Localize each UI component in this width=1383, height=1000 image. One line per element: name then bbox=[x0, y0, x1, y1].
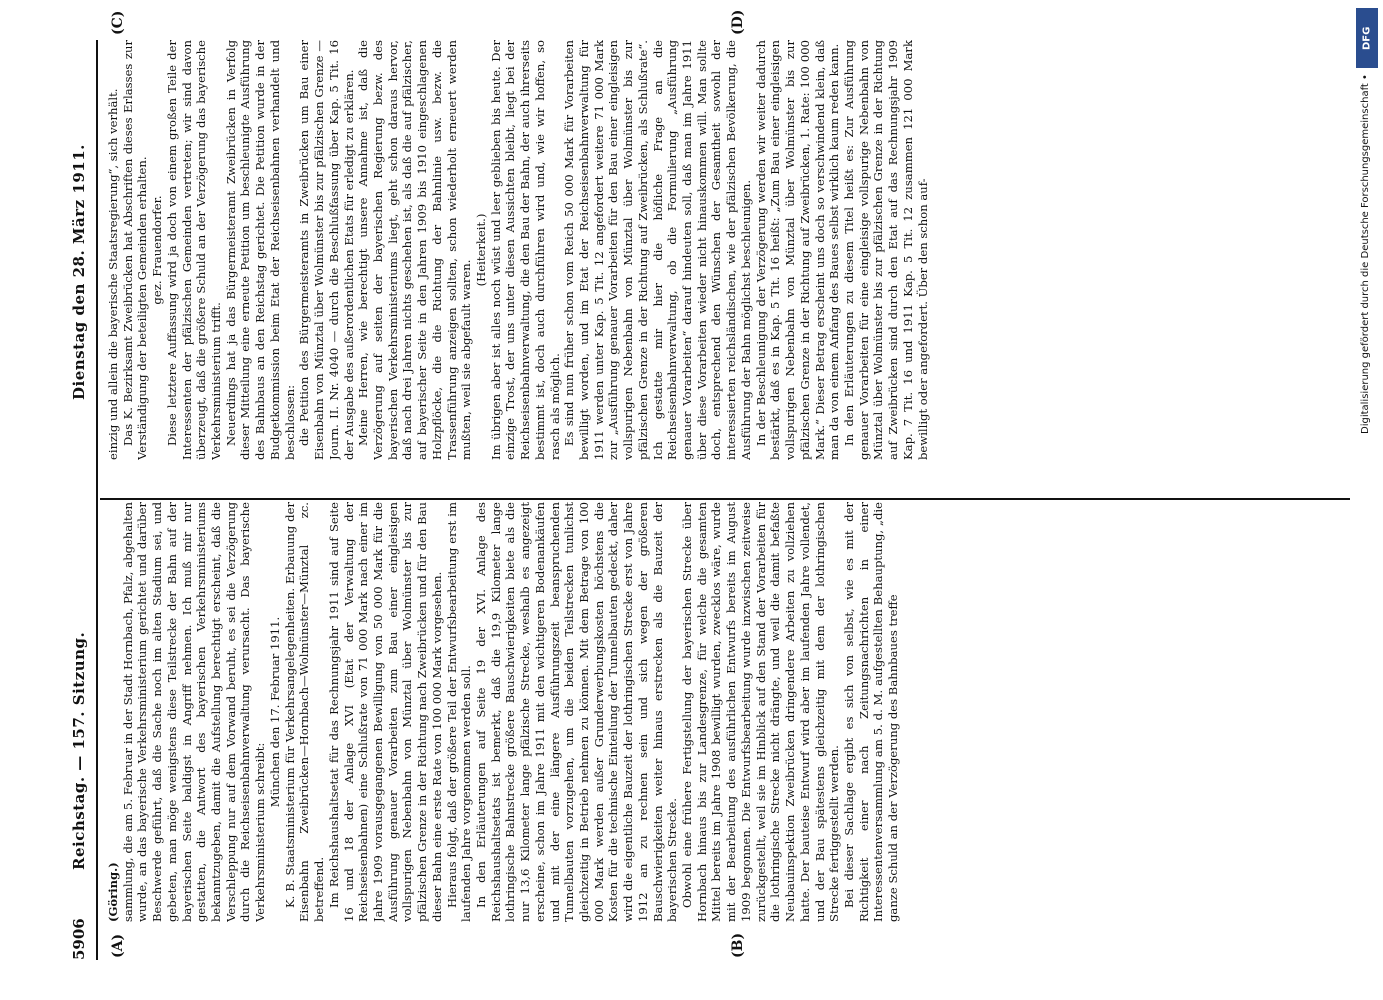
document-page bbox=[30, 0, 1383, 1000]
page-number: 5906 bbox=[70, 918, 88, 960]
paragraph: Bei dieser Sachlage ergibt es sich von selbst, wie es mit der Richtigkeit einer nach Zeitungsnachrichten in einer Interessentenversammlung am 5. d. M. aufgestellten Behauptung, „die ganze Schuld an der Verzögerung des Bahnbaues treffe bbox=[841, 502, 901, 922]
letter-subject: K. B. Staatsministerium für Verkehrsangelegenheiten. Erbauung der Eisenbahn Zweibrücken—Hornbach—Wolmünster—Münztal zc. betreffend. bbox=[282, 502, 327, 922]
margin-marker-b: (B) bbox=[730, 932, 746, 958]
paragraph: In den Erläuterungen auf Seite 19 der XVI. Anlage des Reichshaushaltsetats ist bemerkt, daß die 19,9 Kilometer lange lothringische Bahnstrecke größere Bauschwierigkeiten biete als die nur 13,6 Kilometer lange pfälzische Strecke, weshalb es angezeigt erscheine, schon im Jahre 1911 mit den wichtigeren Bodenankäufen und mit der eine längere Ausführungszeit beanspruchenden Tunnelbauten vorzugehen, um die beiden Teilstrecken tunlichst gleichzeitig in Betrieb nehmen zu können. Mit dem Betrage von 100 000 Mark werden außer Grunderwerbungskosten höchstens die Kosten für die technische Einteilung der Tunnelbauten gedeckt, daher wird die eigentliche Bauzeit der lothringischen Strecke erst von Jahre 1912 an zu rechnen sein und sich wegen der größeren Bauschwierigkeiten weiter hinaus erstrecken als die Bauzeit der bayerischen Strecke. bbox=[473, 502, 680, 922]
right-column bbox=[106, 40, 1360, 460]
paragraph: In der Beschleunigung der Verzögerung werden wir weiter dadurch bestärkt, daß es in Kap. 5 Tit. 16 heißt: „Zum Bau einer eingleisigen vollspurigen Nebenbahn von Münztal über Wolmünster bis zur pfälzischen Grenze in der Richtung auf Zweibrücken, 1. Rate: 100 000 Mark.“ Dieser Betrag erscheint uns doch so verschwindend klein, daß man da von einem Anfang des Baues selbst wirklich kaum reden kann. bbox=[753, 40, 842, 460]
paragraph: Es sind nun früher schon vom Reich 50 000 Mark für Vorarbeiten bewilligt worden, und im Etat der Reichseisenbahnverwaltung für 1911 werden unter Kap. 5 Tit. 12 angefordert weitere 71 000 Mark zur „Ausführung genauer Vorarbeiten für den Bau einer eingleisigen vollspurigen Nebenbahn von Münztal über Wolmünster bis zur pfälzischen Grenze in der Richtung auf Zweibrücken, als Schlußrate“. Ich gestatte mir hier die höfliche Frage an die Reichseisenbahnverwaltung, ob die Formulierung „Ausführung genauer Vorarbeiten“ darauf hindeuten soll, daß man im Jahre 1911 über diese Vorarbeiten wieder nicht hinauskommen will. Man sollte doch, entsprechend den Wünschen der Gesamtheit sowohl der interessierten reichsländischen, wie der pfälzischen Bevölkerung, die Ausführung der Bahn möglichst beschleunigen. bbox=[562, 40, 753, 460]
session-date: Dienstag den 28. März 1911. bbox=[70, 144, 88, 400]
paragraph: Hieraus folgt, daß der größere Teil der Entwurfsbearbeitung erst im laufenden Jahre vorgenommen werden soll. bbox=[444, 502, 474, 922]
paragraph: In den Erläuterungen zu diesem Titel heißt es: Zur Ausführung genauer Vorarbeiten für eine eingleisige vollspurige Nebenbahn von Münztal über Wolmünster bis zur pfälzischen Grenze in der Richtung auf Zweibrücken sind durch den Etat auf das Rechnungsjahr 1909 Kap. 7 Tit. 16 und 1911 Kap. 5 Tit. 12 zusammen 121 000 Mark bewilligt oder angefordert. Über den schon auf- bbox=[841, 40, 930, 460]
page-header bbox=[70, 40, 92, 960]
left-column bbox=[106, 502, 1360, 922]
signature-line: gez. Frauendorfer. bbox=[150, 195, 165, 305]
paragraph: Das K. Bezirksamt Zweibrücken hat Abschriften dieses Erlasses zur Verständigung der beteiligten Gemeinden erhalten. bbox=[120, 40, 150, 460]
dfg-logo: DFG bbox=[1356, 8, 1378, 68]
speaker-label: (Göring.) bbox=[106, 862, 120, 922]
interjection: (Heiterkeit.) bbox=[473, 213, 488, 287]
column-divider bbox=[100, 498, 1350, 500]
paragraph: sammlung, die am 5. Februar in der Stadt Hornbach, Pfalz, abgehalten wurde, an das bayerische Verkehrsministerium gerichtet und darüber Beschwerde geführt, daß die Sache noch im alten Stadium sei, und gebeten, man möge wenigstens diese Teilstrecke der Bahn auf der bayerischen Seite baldigst in Angriff nehmen. Ich muß mir nur gestatten, die Antwort des bayerischen Verkehrsministeriums bekanntzugeben, damit die Aufstellung berechtigt erscheint, daß die Verschleppung nur auf dem Vorwand beruht, es sei die Verzögerung durch die Reichseisenbahnverwaltung verursacht. Das bayerische Verkehrsministerium schreibt: bbox=[120, 502, 268, 922]
paragraph: Im Reichshaushaltsetat für das Rechnungsjahr 1911 sind auf Seite 16 und 18 der Anlage XVI (Etat der Verwaltung der Reichseisenbahnen) eine Schlußrate von 71 000 Mark nach einer im Jahre 1909 vorausgegangenen Bewilligung von 50 000 Mark für die Ausführung genauer Vorarbeiten zum Bau einer eingleisigen vollspurigen Nebenbahn von Münztal über Wolmünster bis zur pfälzischen Grenze in der Richtung nach Zweibrücken und für den Bau dieser Bahn eine erste Rate von 100 000 Mark vorgesehen. bbox=[326, 502, 444, 922]
paragraph: Diese letztere Auffassung wird ja doch von einem großen Teile der Interessenten der pfälzischen Gemeinden vertreten; wir sind davon überzeugt, daß die größere Schuld an der Verzögerung das bayerische Verkehrsministerium trifft. bbox=[164, 40, 224, 460]
session-title: Reichstag. — 157. Sitzung. bbox=[70, 631, 88, 870]
margin-marker-c: (C) bbox=[110, 10, 126, 35]
paragraph: die Petition des Bürgermeisteramts in Zweibrücken um Bau einer Eisenbahn von Münztal über Wolmünster bis zur pfälzischen Grenze — Journ. II. Nr. 4040 — durch die Beschlußfassung über Kap. 5 Tit. 16 der Ausgabe des außerordentlichen Etats für erledigt zu erklären. bbox=[297, 40, 356, 460]
paragraph: einzig und allein die bayerische Staatsregierung“, sich verhält. bbox=[106, 88, 120, 460]
paragraph: Meine Herren, wie berechtigt unsere Annahme ist, daß die Verzögerung auf seiten der bayerischen Regierung bezw. des bayerischen Verkehrsministeriums liegt, geht schon daraus hervor, daß nach drei Jahren nichts geschehen ist, als daß die auf pfälzischer, auf bayerischer Seite in den Jahren 1909 bis 1910 eingeschlagenen Holzpflöcke, die die Richtung der Bahnlinie usw. bezw. die Trassenführung anzeigen sollten, schon wiederholt erneuert werden mußten, weil sie abgefault waren. bbox=[356, 40, 474, 460]
margin-marker-a: (A) bbox=[110, 933, 126, 958]
letter-dateline: München den 17. Februar 1911. bbox=[267, 616, 282, 808]
margin-marker-d: (D) bbox=[730, 9, 746, 35]
paragraph: Neuerdings hat ja das Bürgermeisteramt Zweibrücken in Verfolg dieser Mitteilung eine erneute Petition um beschleunigte Ausführung des Bahnbaus an den Reichstag gerichtet. Die Petition wurde in der Budgetkommission beim Etat der Reichseisenbahnen verhandelt und beschlossen: bbox=[223, 40, 297, 460]
header-rule bbox=[96, 40, 98, 960]
paragraph: Im übrigen aber ist alles noch wüst und leer geblieben bis heute. Der einzige Trost, der uns unter diesen Aussichten bleibt, liegt bei der Reichseisenbahnverwaltung, die den Bau der Bahn, der auch ihrerseits bestimmt ist, doch auch durchführen wird und, wie wir hoffen, so rasch als möglich. bbox=[488, 40, 562, 460]
paragraph: Obwohl eine frühere Fertigstellung der bayerischen Strecke über Hornbach hinaus bis zur Landesgrenze, für welche die gesamten Mittel bereits im Jahre 1908 bewilligt wurden, zwecklos wäre, wurde mit der Bearbeitung des ausführlichen Entwurfs bereits im August 1909 begonnen. Die Entwurfsbearbeitung wurde inzwischen zeitweise zurückgestellt, weil sie im Hinblick auf den Stand der Vorarbeiten für die lothringische Strecke nicht drängte, und weil die damit befaßte Neubauinspektion Zweibrücken dringendere Arbeiten zu vollziehen hatte. Der bauteise Entwurf wird aber im laufenden Jahre vollendet, und der Bau spätestens gleichzeitig mit dem der lothringischen Strecke fertiggestellt werden. bbox=[680, 502, 842, 922]
digitization-note: Digitalisierung gefördert durch die Deutsche Forschungsgemeinschaft • bbox=[1360, 74, 1371, 434]
